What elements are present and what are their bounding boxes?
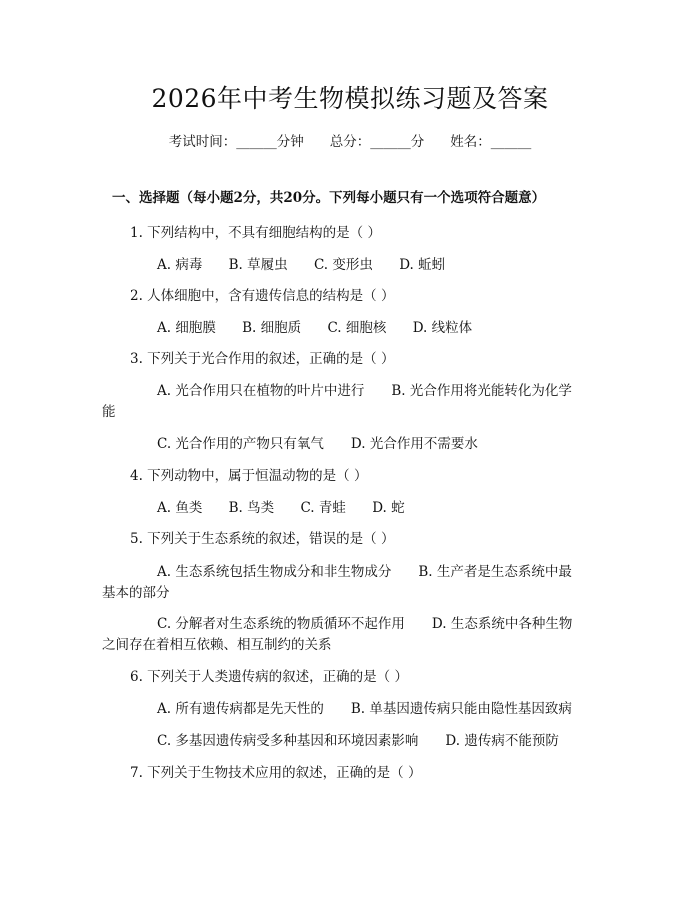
option-b: B. 草履虫 bbox=[228, 257, 288, 273]
question-option-line: C. 光合作用的产物只有氧气 D. 光合作用不需要水 bbox=[157, 436, 478, 452]
section-heading-multiple-choice: 一、选择题（每小题2分，共20分。下列每小题只有一个选项符合题意） bbox=[112, 190, 546, 206]
question-option-line: A. 所有遗传病都是先天性的 B. 单基因遗传病只能由隐性基因致病 bbox=[157, 701, 572, 717]
question-stem: 2. 人体细胞中，含有遗传信息的结构是（ ） bbox=[130, 288, 395, 304]
student-name-field: 姓名：______ bbox=[450, 134, 532, 150]
question-stem: 6. 下列关于人类遗传病的叙述，正确的是（ ） bbox=[130, 669, 408, 685]
question-stem: 7. 下列关于生物技术应用的叙述，正确的是（ ） bbox=[130, 765, 422, 781]
question-options bbox=[157, 255, 445, 275]
total-score-field: 总分：______分 bbox=[329, 134, 425, 150]
exam-info-line bbox=[0, 132, 700, 152]
question-option-line: C. 多基因遗传病受多种基因和环境因素影响 D. 遗传病不能预防 bbox=[157, 733, 559, 749]
option-a: A. 病毒 bbox=[157, 257, 203, 273]
option-c: C. 变形虫 bbox=[313, 257, 373, 273]
question-stem: 3. 下列关于光合作用的叙述，正确的是（ ） bbox=[130, 351, 395, 367]
option-d: D. 蚯蚓 bbox=[399, 257, 446, 273]
option-a: A. 细胞膜 bbox=[157, 320, 216, 336]
question-option-continuation: 基本的部分 bbox=[102, 585, 170, 601]
question-option-line: A. 生态系统包括生物成分和非生物成分 B. 生产者是生态系统中最 bbox=[157, 564, 572, 580]
question-stem: 5. 下列关于生态系统的叙述，错误的是（ ） bbox=[130, 531, 395, 547]
option-b: B. 细胞质 bbox=[242, 320, 302, 336]
question-stem: 4. 下列动物中，属于恒温动物的是（ ） bbox=[130, 468, 368, 484]
option-a: A. 鱼类 bbox=[157, 500, 203, 516]
option-d: D. 线粒体 bbox=[412, 320, 473, 336]
option-c: C. 青蛙 bbox=[300, 500, 346, 516]
exam-time-field: 考试时间：______分钟 bbox=[168, 134, 304, 150]
question-stem: 1. 下列结构中，不具有细胞结构的是（ ） bbox=[130, 225, 381, 241]
option-b: B. 鸟类 bbox=[228, 500, 275, 516]
question-option-continuation: 能 bbox=[102, 404, 116, 420]
question-option-line: C. 分解者对生态系统的物质循环不起作用 D. 生态系统中各种生物 bbox=[157, 616, 573, 632]
question-options bbox=[157, 498, 405, 518]
document-title: 2026年中考生物模拟练习题及答案 bbox=[151, 84, 549, 113]
option-d: D. 蛇 bbox=[372, 500, 405, 516]
question-options bbox=[157, 318, 472, 338]
question-option-line: A. 光合作用只在植物的叶片中进行 B. 光合作用将光能转化为化学 bbox=[157, 383, 572, 399]
option-c: C. 细胞核 bbox=[327, 320, 387, 336]
question-option-continuation: 之间存在着相互依赖、相互制约的关系 bbox=[102, 637, 332, 653]
